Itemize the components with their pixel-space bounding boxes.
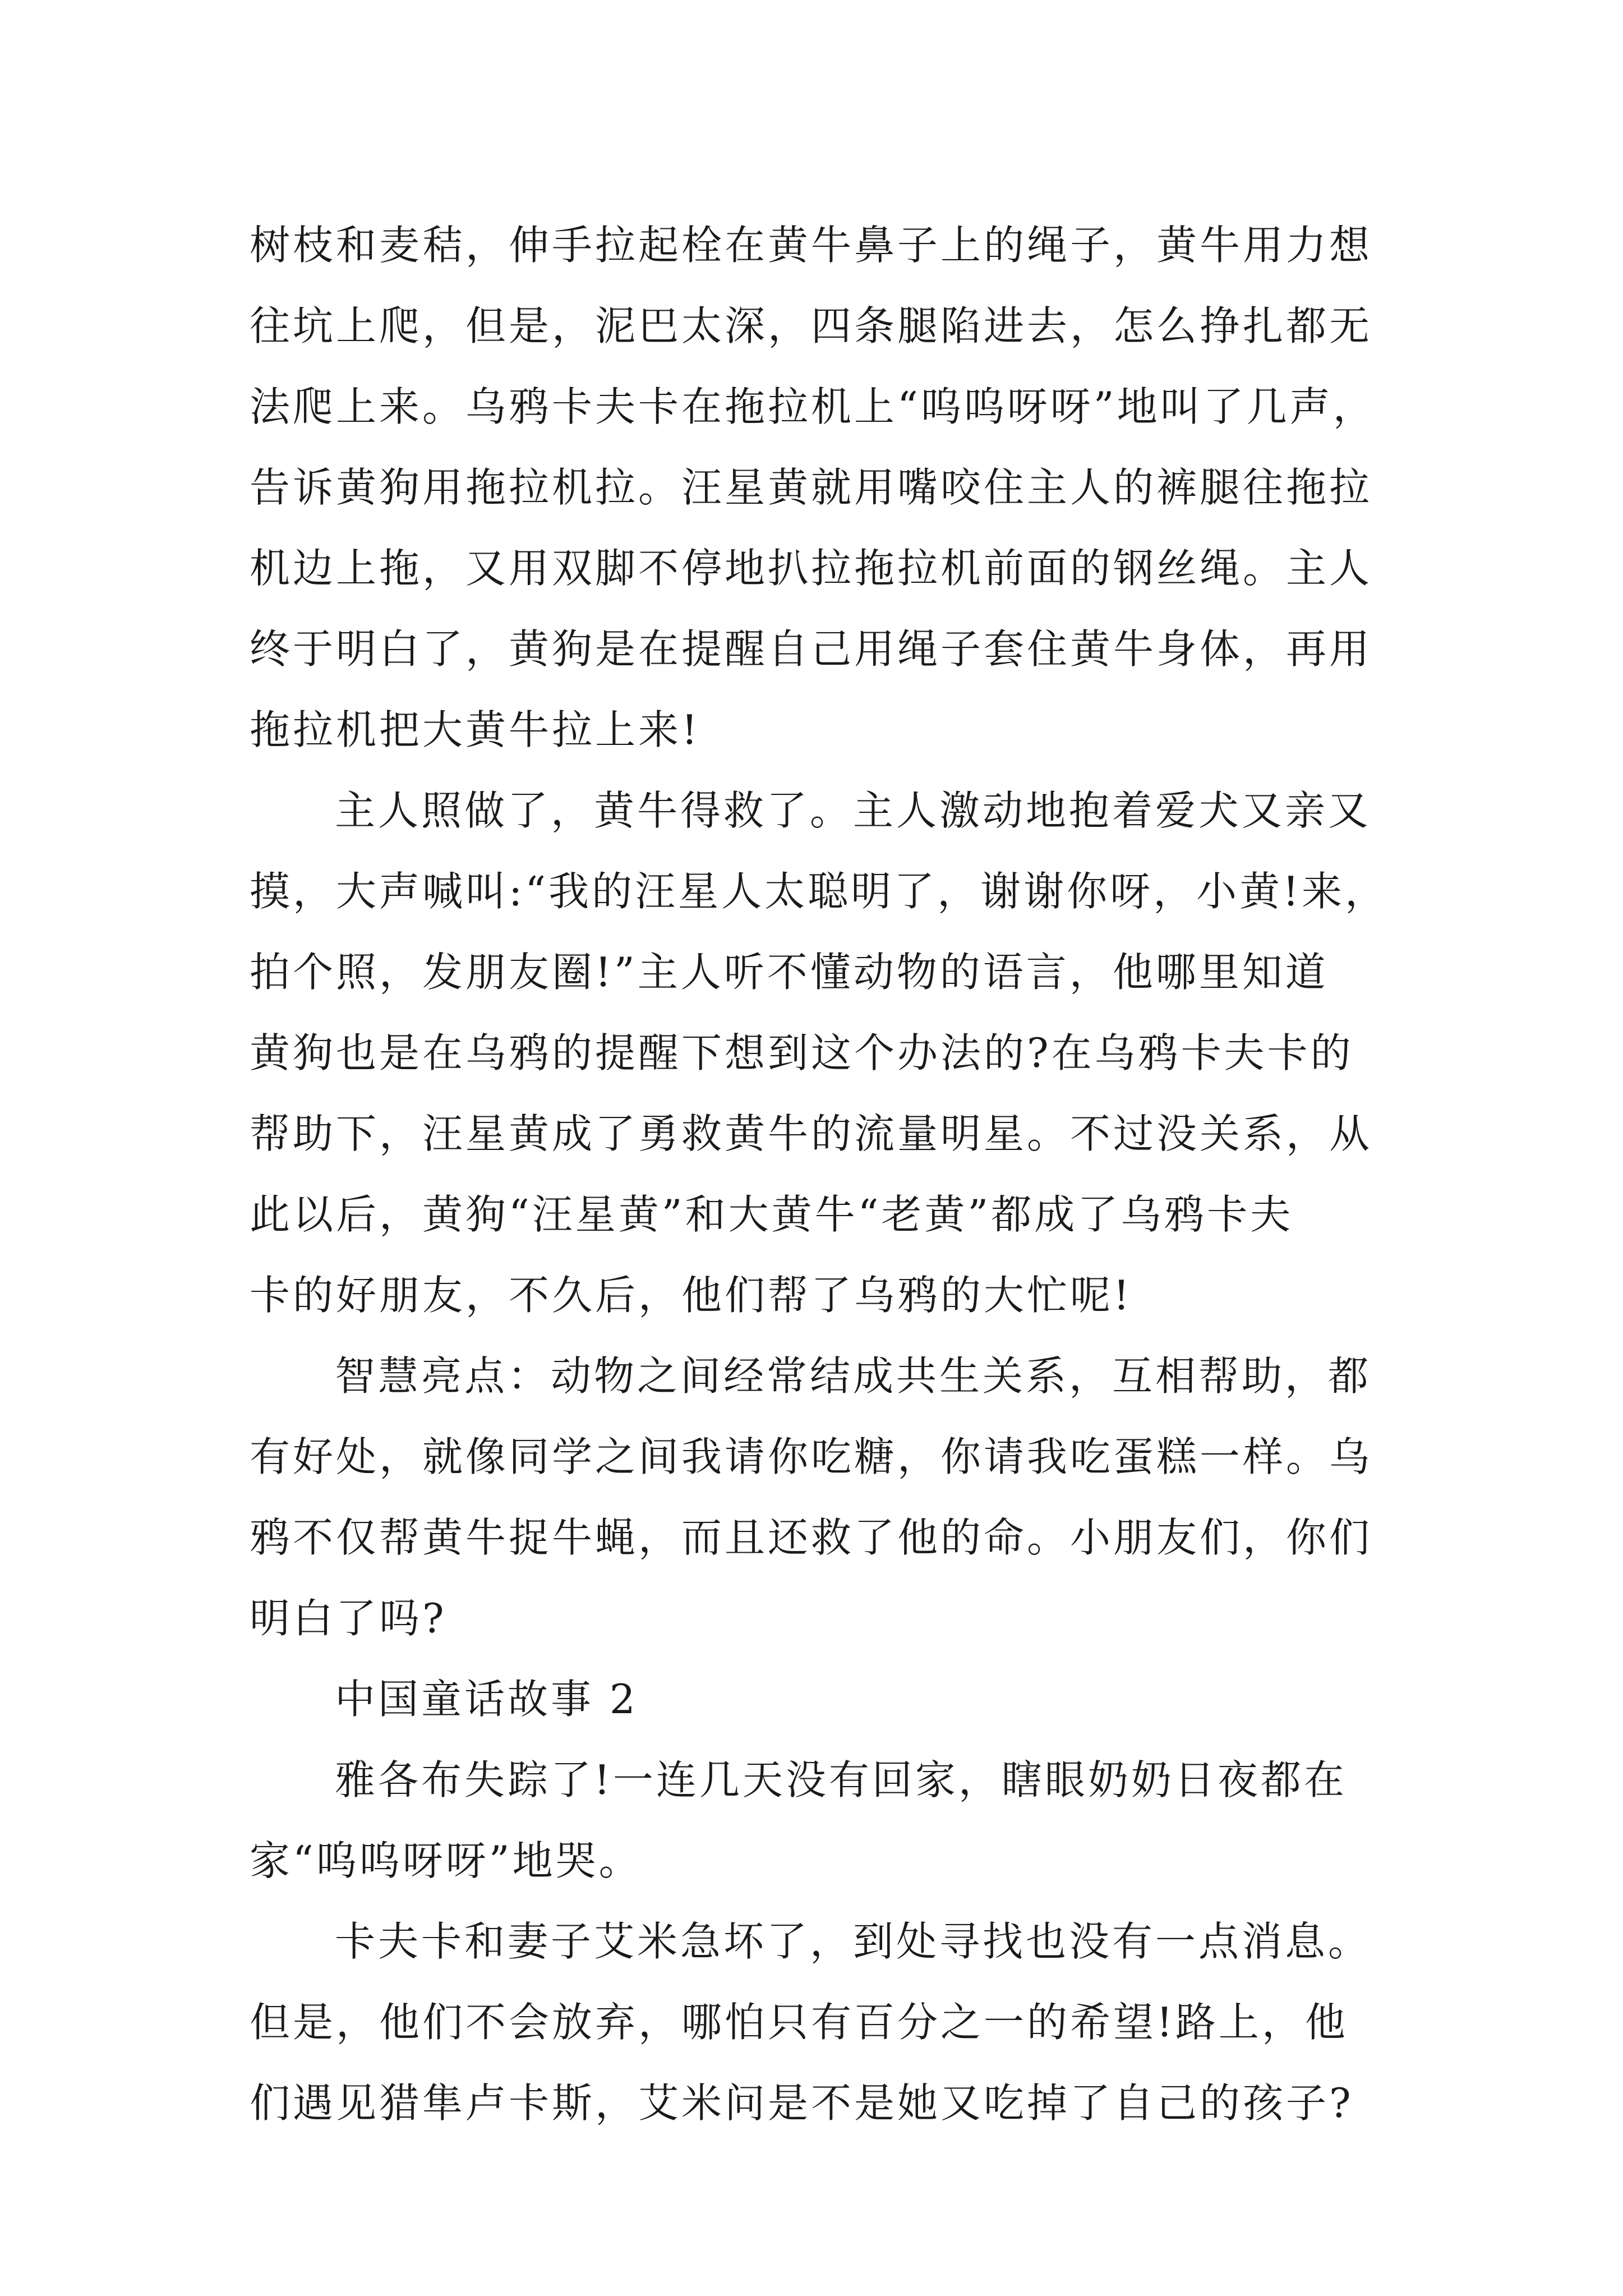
- text-line: 们遇见猎隼卢卡斯，艾米问是不是她又吃掉了自己的孩子?: [250, 2079, 1354, 2127]
- text-line: 树枝和麦秸，伸手拉起栓在黄牛鼻子上的绳子，黄牛用力想: [250, 222, 1373, 269]
- page-body: [250, 205, 1394, 2143]
- text-line: 机边上拖，又用双脚不停地扒拉拖拉机前面的钢丝绳。主人: [250, 545, 1373, 592]
- text-line: 家“呜呜呀呀”地哭。: [250, 1837, 642, 1884]
- text-line: 终于明白了，黄狗是在提醒自己用绳子套住黄牛身体，再用: [250, 625, 1373, 673]
- text-line: 智慧亮点：动物之间经常结成共生关系，互相帮助，都: [335, 1352, 1372, 1400]
- text-line: 摸，大声喊叫:“我的汪星人太聪明了，谢谢你呀，小黄!来，: [250, 868, 1389, 915]
- paragraph: [250, 1740, 1394, 1901]
- text-line: 往坑上爬，但是，泥巴太深，四条腿陷进去，怎么挣扎都无: [250, 302, 1373, 349]
- text-line: 拍个照，发朋友圈!”主人听不懂动物的语言，他哪里知道: [250, 949, 1329, 996]
- text-line: 帮助下，汪星黄成了勇救黄牛的流量明星。不过没关系，从: [250, 1110, 1373, 1157]
- heading-text: 中国童话故事 2: [335, 1676, 638, 1723]
- paragraph: [250, 205, 1394, 770]
- text-line: 雅各布失踪了!一连几天没有回家，瞎眼奶奶日夜都在: [335, 1756, 1347, 1803]
- text-line: 卡的好朋友，不久后，他们帮了乌鸦的大忙呢!: [250, 1272, 1132, 1319]
- text-line: 但是，他们不会放弃，哪怕只有百分之一的希望!路上，他: [250, 1999, 1348, 2046]
- text-line: 此以后，黄狗“汪星黄”和大黄牛“老黄”都成了乌鸦卡夫: [250, 1191, 1294, 1238]
- text-line: 明白了吗?: [250, 1595, 447, 1642]
- paragraph: [250, 1336, 1394, 1659]
- text-line: 法爬上来。乌鸦卡夫卡在拖拉机上“呜呜呀呀”地叫了几声，: [250, 383, 1376, 430]
- text-line: 有好处，就像同学之间我请你吃糖，你请我吃蛋糕一样。乌: [250, 1433, 1373, 1480]
- paragraph: [250, 770, 1394, 1336]
- text-line: 卡夫卡和妻子艾米急坏了，到处寻找也没有一点消息。: [335, 1918, 1372, 1965]
- text-line: 告诉黄狗用拖拉机拉。汪星黄就用嘴咬住主人的裤腿往拖拉: [250, 464, 1373, 511]
- text-line: 主人照做了，黄牛得救了。主人激动地抱着爱犬又亲又: [335, 787, 1372, 834]
- text-line: 拖拉机把大黄牛拉上来!: [250, 706, 700, 753]
- section-heading: [250, 1659, 1394, 1740]
- text-line: 鸦不仅帮黄牛捉牛蝇，而且还救了他的命。小朋友们，你们: [250, 1514, 1373, 1561]
- text-line: 黄狗也是在乌鸦的提醒下想到这个办法的?在乌鸦卡夫卡的: [250, 1029, 1354, 1076]
- paragraph: [250, 1901, 1394, 2143]
